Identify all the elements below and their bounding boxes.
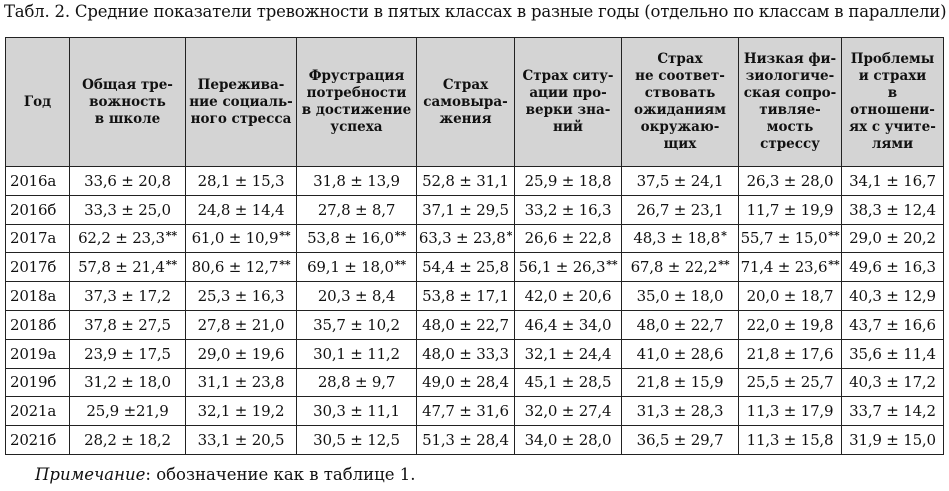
value-cell — [417, 224, 515, 253]
value-cell — [186, 282, 297, 311]
cell-value: 48,0 ± 22,7 — [636, 315, 724, 334]
value-cell — [622, 426, 739, 455]
table-caption: Табл. 2. Средние показатели тревожности в пятых классах в разные годы (отдельно по классам в параллели) — [4, 2, 947, 21]
cell-value: 29,0 ± 20,2 — [849, 229, 936, 248]
cell-value: 25,5 ± 25,7 — [746, 373, 834, 392]
significance-mark: ** — [394, 258, 406, 272]
value-cell — [417, 368, 515, 397]
value-cell — [297, 426, 417, 455]
significance-mark: * — [721, 229, 727, 243]
column-header-label: Год — [23, 93, 52, 110]
year-cell: 2021а — [6, 397, 70, 426]
cell-value: 37,5 ± 24,1 — [636, 171, 724, 190]
value-cell — [417, 397, 515, 426]
value-cell — [842, 224, 944, 253]
value-cell — [297, 167, 417, 196]
cell-value: 32,0 ± 27,4 — [524, 402, 612, 421]
value-cell — [186, 224, 297, 253]
value-cell — [622, 310, 739, 339]
cell-value: 22,0 ± 19,8 — [746, 315, 834, 334]
cell-value: 33,3 ± 25,0 — [84, 200, 171, 219]
value-cell — [297, 368, 417, 397]
cell-value: 35,0 ± 18,0 — [636, 287, 724, 306]
value-cell — [186, 310, 297, 339]
year-cell: 2017б — [6, 253, 70, 282]
cell-value: 29,0 ± 19,6 — [197, 344, 285, 363]
value-cell — [70, 426, 186, 455]
cell-value: 34,1 ± 16,7 — [849, 171, 936, 190]
value-cell — [622, 339, 739, 368]
year-cell: 2017а — [6, 224, 70, 253]
table-row — [6, 397, 944, 426]
value-cell — [739, 339, 842, 368]
column-header — [622, 38, 739, 167]
note-label: Примечание — [35, 465, 146, 484]
value-cell — [515, 195, 622, 224]
value-cell — [515, 224, 622, 253]
cell-value: 26,7 ± 23,1 — [636, 200, 724, 219]
note-text: : обозначение как в таблице 1. — [145, 465, 416, 484]
value-cell — [515, 167, 622, 196]
column-header — [515, 38, 622, 167]
year-cell: 2018б — [6, 310, 70, 339]
value-cell — [417, 167, 515, 196]
table-row — [6, 195, 944, 224]
value-cell — [186, 339, 297, 368]
value-cell — [417, 339, 515, 368]
column-header — [417, 38, 515, 167]
cell-value: 67,8 ± 22,2 — [630, 258, 718, 277]
value-cell — [515, 310, 622, 339]
cell-value: 31,1 ± 23,8 — [197, 373, 285, 392]
column-header-label: Фрустрация потребности в достижение успеха — [301, 68, 412, 135]
value-cell — [297, 253, 417, 282]
cell-value: 28,1 ± 15,3 — [197, 171, 285, 190]
value-cell — [622, 253, 739, 282]
cell-value: 26,3 ± 28,0 — [746, 171, 834, 190]
cell-value: 31,8 ± 13,9 — [313, 171, 400, 190]
significance-mark: ** — [606, 258, 618, 272]
cell-value: 61,0 ± 10,9 — [191, 229, 279, 248]
cell-value: 55,7 ± 15,0 — [740, 229, 828, 248]
cell-value: 38,3 ± 12,4 — [849, 200, 936, 219]
cell-value: 33,6 ± 20,8 — [84, 171, 171, 190]
cell-value: 27,8 ± 8,7 — [317, 200, 396, 219]
cell-value: 30,5 ± 12,5 — [313, 431, 400, 450]
column-header — [739, 38, 842, 167]
cell-value: 46,4 ± 34,0 — [524, 315, 612, 334]
cell-value: 32,1 ± 24,4 — [524, 344, 612, 363]
value-cell — [417, 426, 515, 455]
value-cell — [842, 397, 944, 426]
cell-value: 63,3 ± 23,8 — [418, 229, 506, 248]
column-header-label: Низкая фи- зиологиче- ская сопро- тивляе- мость стрессу — [743, 51, 837, 152]
column-header-label: Страх самовыра- жения — [423, 76, 508, 127]
cell-value: 57,8 ± 21,4 — [78, 258, 165, 277]
table-row — [6, 426, 944, 455]
value-cell — [297, 310, 417, 339]
cell-value: 48,0 ± 22,7 — [422, 315, 509, 334]
table-row — [6, 224, 944, 253]
cell-value: 30,1 ± 11,2 — [313, 344, 400, 363]
value-cell — [739, 310, 842, 339]
cell-value: 11,3 ± 15,8 — [746, 431, 834, 450]
column-header-label: Проблемы и страхи в отношени- ях с учите- лями — [849, 51, 936, 152]
value-cell — [739, 253, 842, 282]
cell-value: 30,3 ± 11,1 — [313, 402, 400, 421]
value-cell — [842, 426, 944, 455]
cell-value: 31,3 ± 28,3 — [636, 402, 724, 421]
value-cell — [515, 339, 622, 368]
cell-value: 21,8 ± 17,6 — [746, 344, 834, 363]
cell-value: 25,9 ±21,9 — [86, 402, 169, 421]
value-cell — [515, 282, 622, 311]
value-cell — [622, 224, 739, 253]
cell-value: 31,9 ± 15,0 — [849, 431, 936, 450]
column-header-label: Общая тре- вожность в школе — [82, 76, 173, 127]
value-cell — [739, 368, 842, 397]
value-cell — [186, 397, 297, 426]
year-cell: 2016б — [6, 195, 70, 224]
value-cell — [842, 167, 944, 196]
cell-value: 31,2 ± 18,0 — [84, 373, 171, 392]
significance-mark: ** — [828, 258, 840, 272]
cell-value: 53,8 ± 16,0 — [307, 229, 394, 248]
value-cell — [70, 310, 186, 339]
value-cell — [739, 282, 842, 311]
significance-mark: ** — [279, 258, 291, 272]
value-cell — [622, 195, 739, 224]
cell-value: 54,4 ± 25,8 — [422, 258, 509, 277]
value-cell — [70, 339, 186, 368]
table-row — [6, 253, 944, 282]
year-cell: 2019б — [6, 368, 70, 397]
cell-value: 37,1 ± 29,5 — [422, 200, 509, 219]
value-cell — [515, 253, 622, 282]
value-cell — [70, 195, 186, 224]
cell-value: 24,8 ± 14,4 — [197, 200, 285, 219]
value-cell — [186, 195, 297, 224]
table-row — [6, 339, 944, 368]
value-cell — [842, 339, 944, 368]
cell-value: 40,3 ± 12,9 — [849, 287, 936, 306]
value-cell — [70, 397, 186, 426]
value-cell — [842, 368, 944, 397]
year-cell: 2019а — [6, 339, 70, 368]
value-cell — [622, 282, 739, 311]
cell-value: 32,1 ± 19,2 — [197, 402, 285, 421]
cell-value: 45,1 ± 28,5 — [524, 373, 612, 392]
value-cell — [297, 282, 417, 311]
header-row — [6, 38, 944, 167]
cell-value: 34,0 ± 28,0 — [524, 431, 612, 450]
value-cell — [417, 310, 515, 339]
cell-value: 25,3 ± 16,3 — [197, 287, 285, 306]
value-cell — [842, 253, 944, 282]
value-cell — [842, 195, 944, 224]
cell-value: 56,1 ± 26,3 — [518, 258, 606, 277]
value-cell — [417, 282, 515, 311]
cell-value: 62,2 ± 23,3 — [78, 229, 165, 248]
value-cell — [186, 167, 297, 196]
value-cell — [515, 397, 622, 426]
cell-value: 37,8 ± 27,5 — [84, 315, 171, 334]
significance-mark: ** — [718, 258, 730, 272]
table-note — [35, 465, 416, 485]
value-cell — [70, 167, 186, 196]
significance-mark: ** — [394, 229, 406, 243]
year-cell: 2021б — [6, 426, 70, 455]
cell-value: 42,0 ± 20,6 — [524, 287, 612, 306]
value-cell — [70, 224, 186, 253]
cell-value: 69,1 ± 18,0 — [307, 258, 394, 277]
significance-mark: ** — [828, 229, 840, 243]
cell-value: 49,0 ± 28,4 — [422, 373, 509, 392]
value-cell — [297, 339, 417, 368]
cell-value: 26,6 ± 22,8 — [524, 229, 612, 248]
value-cell — [417, 195, 515, 224]
value-cell — [297, 195, 417, 224]
cell-value: 51,3 ± 28,4 — [422, 431, 509, 450]
value-cell — [739, 397, 842, 426]
cell-value: 21,8 ± 15,9 — [636, 373, 724, 392]
value-cell — [417, 253, 515, 282]
value-cell — [622, 368, 739, 397]
significance-mark: ** — [165, 229, 177, 243]
value-cell — [842, 282, 944, 311]
value-cell — [70, 368, 186, 397]
cell-value: 43,7 ± 16,6 — [849, 315, 936, 334]
value-cell — [739, 167, 842, 196]
cell-value: 33,2 ± 16,3 — [524, 200, 612, 219]
cell-value: 80,6 ± 12,7 — [191, 258, 279, 277]
value-cell — [739, 195, 842, 224]
year-cell: 2016а — [6, 167, 70, 196]
value-cell — [842, 310, 944, 339]
value-cell — [70, 253, 186, 282]
cell-value: 25,9 ± 18,8 — [524, 171, 612, 190]
year-cell: 2018а — [6, 282, 70, 311]
column-header — [842, 38, 944, 167]
value-cell — [739, 224, 842, 253]
value-cell — [739, 426, 842, 455]
value-cell — [515, 368, 622, 397]
significance-mark: ** — [279, 229, 291, 243]
cell-value: 47,7 ± 31,6 — [422, 402, 509, 421]
cell-value: 11,7 ± 19,9 — [746, 200, 834, 219]
significance-mark: ** — [165, 258, 177, 272]
cell-value: 20,0 ± 18,7 — [746, 287, 834, 306]
column-header — [186, 38, 297, 167]
value-cell — [297, 397, 417, 426]
cell-value: 20,3 ± 8,4 — [317, 287, 396, 306]
value-cell — [70, 282, 186, 311]
value-cell — [622, 397, 739, 426]
column-header — [70, 38, 186, 167]
table-row — [6, 167, 944, 196]
cell-value: 48,0 ± 33,3 — [422, 344, 509, 363]
table-row — [6, 282, 944, 311]
value-cell — [515, 426, 622, 455]
cell-value: 35,7 ± 10,2 — [313, 315, 400, 334]
cell-value: 33,1 ± 20,5 — [197, 431, 285, 450]
value-cell — [297, 224, 417, 253]
cell-value: 49,6 ± 16,3 — [849, 258, 936, 277]
cell-value: 11,3 ± 17,9 — [746, 402, 834, 421]
anxiety-table — [5, 37, 944, 455]
value-cell — [186, 426, 297, 455]
cell-value: 48,3 ± 18,8 — [633, 229, 721, 248]
cell-value: 71,4 ± 23,6 — [740, 258, 828, 277]
cell-value: 52,8 ± 31,1 — [422, 171, 509, 190]
significance-mark: * — [506, 229, 513, 243]
cell-value: 35,6 ± 11,4 — [849, 344, 936, 363]
cell-value: 28,8 ± 9,7 — [317, 373, 396, 392]
cell-value: 33,7 ± 14,2 — [849, 402, 936, 421]
cell-value: 40,3 ± 17,2 — [849, 373, 936, 392]
value-cell — [622, 167, 739, 196]
value-cell — [186, 253, 297, 282]
cell-value: 37,3 ± 17,2 — [84, 287, 171, 306]
cell-value: 41,0 ± 28,6 — [636, 344, 724, 363]
column-header-label: Страх ситу- ации про- верки зна- ний — [522, 68, 614, 135]
column-header-year — [6, 38, 70, 167]
cell-value: 27,8 ± 21,0 — [197, 315, 285, 334]
cell-value: 53,8 ± 17,1 — [422, 287, 509, 306]
cell-value: 23,9 ± 17,5 — [84, 344, 171, 363]
table-row — [6, 368, 944, 397]
column-header — [297, 38, 417, 167]
table-row — [6, 310, 944, 339]
cell-value: 28,2 ± 18,2 — [84, 431, 171, 450]
column-header-label: Страх не соответ- ствовать ожиданиям окружаю- щих — [634, 51, 726, 152]
cell-value: 36,5 ± 29,7 — [636, 431, 724, 450]
column-header-label: Пережива- ние социаль- ного стресса — [189, 76, 293, 127]
table-body — [6, 167, 944, 455]
value-cell — [186, 368, 297, 397]
